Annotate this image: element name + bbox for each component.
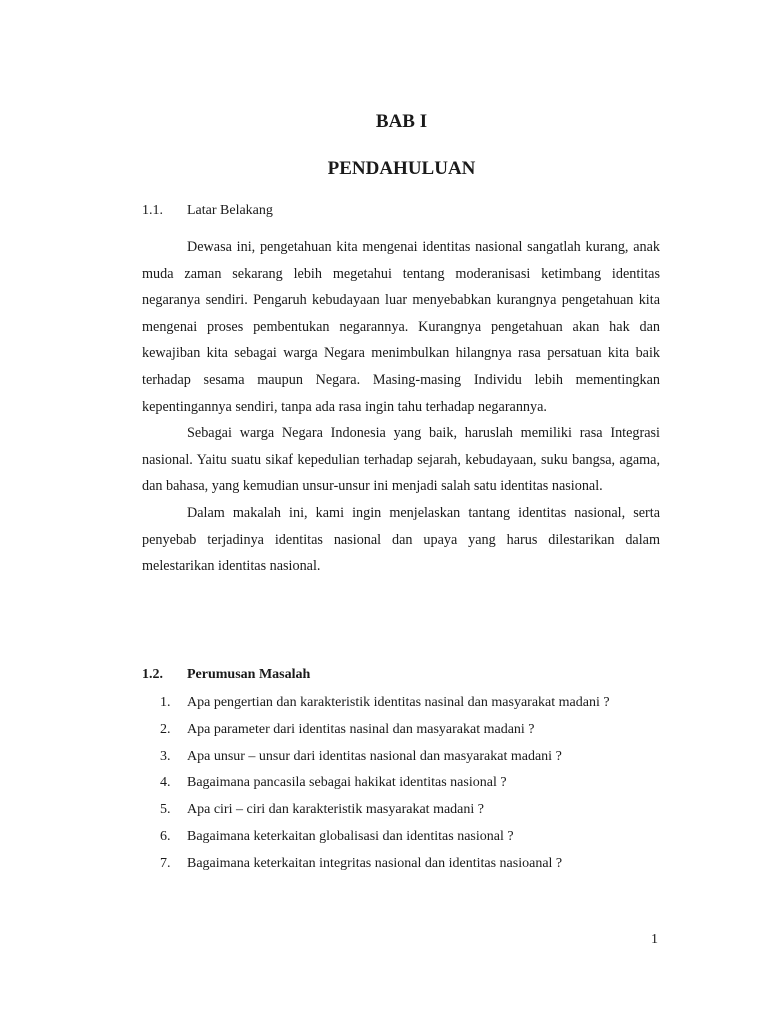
paragraph: Dewasa ini, pengetahuan kita mengenai identitas nasional sangatlah kurang, anak muda zaman sekarang lebih megetahui tentang moderanisasi ketimbang identitas negaranya sendiri. Pengaruh kebudayaan luar menyebabkan kurangnya pengetahuan kita mengenai proses pembentukan negarannya. Kurangnya pengetahuan akan hak dan kewajiban kita sebagai warga Negara menimbulkan hilangnya rasa persatuan kita baik terhadap sesama maupun Negara. Masing-masing Individu lebih mementingkan kepentingannya sendiri, tanpa ada rasa ingin tahu terhadap negarannya. xyxy=(142,239,660,415)
list-item xyxy=(160,854,610,881)
paragraph: Sebagai warga Negara Indonesia yang baik, haruslah memiliki rasa Integrasi nasional. Yaitu suatu sikaf kepedulian terhadap sejarah, kebudayaan, suku bangsa, agama, dan bahasa, yang kemudian unsur-unsur ini menjadi salah satu identitas nasional. xyxy=(142,425,660,495)
list-item-number: 5. xyxy=(160,802,171,818)
page-number: 1 xyxy=(651,932,658,947)
list-item xyxy=(160,800,610,827)
chapter-title: PENDAHULUAN xyxy=(327,158,476,179)
list-item xyxy=(160,827,610,854)
list-item-text: Bagaimana keterkaitan globalisasi dan identitas nasional ? xyxy=(187,828,514,844)
paragraph: Dalam makalah ini, kami ingin menjelaskan tantang identitas nasional, serta penyebab terjadinya identitas nasional dan upaya yang harus dilestarikan dalam melestarikan identitas nasional. xyxy=(142,504,660,575)
list-item-number: 3. xyxy=(160,748,171,764)
list-item xyxy=(160,720,610,747)
section-title: Latar Belakang xyxy=(187,203,273,218)
background-text xyxy=(142,234,660,580)
chapter-label: BAB I xyxy=(375,111,428,132)
list-item-number: 7. xyxy=(160,855,171,871)
section-heading-perumusan-masalah xyxy=(142,667,310,683)
section-heading-latar-belakang xyxy=(142,203,273,219)
list-item-text: Apa pengertian dan karakteristik identitas nasinal dan masyarakat madani ? xyxy=(187,695,610,710)
list-item xyxy=(160,773,610,800)
list-item xyxy=(160,693,610,720)
list-item-number: 4. xyxy=(160,775,171,791)
list-item-text: Apa parameter dari identitas nasinal dan masyarakat madani ? xyxy=(187,721,535,737)
list-item-text: Apa ciri – ciri dan karakteristik masyarakat madani ? xyxy=(187,802,484,818)
section-number: 1.1. xyxy=(142,203,163,218)
section-number: 1.2. xyxy=(142,667,163,682)
list-item-number: 1. xyxy=(160,695,171,710)
list-item-number: 2. xyxy=(160,721,171,737)
section-title: Perumusan Masalah xyxy=(187,667,311,682)
list-item-text: Apa unsur – unsur dari identitas nasional dan masyarakat madani ? xyxy=(187,748,562,764)
list-item-text: Bagaimana pancasila sebagai hakikat identitas nasional ? xyxy=(187,775,507,791)
problem-list xyxy=(160,693,610,881)
list-item xyxy=(160,747,610,774)
list-item-text: Bagaimana keterkaitan integritas nasional dan identitas nasioanal ? xyxy=(187,855,563,871)
list-item-number: 6. xyxy=(160,828,171,844)
